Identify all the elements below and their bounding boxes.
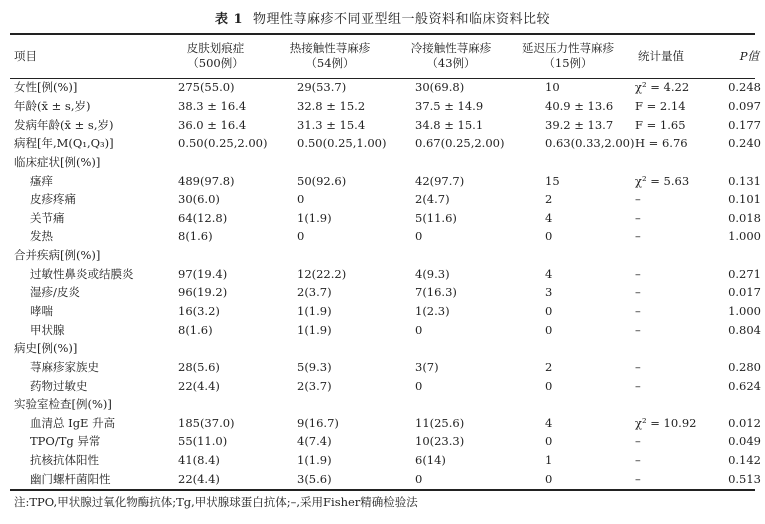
- cell-cold-contact: 2(4.7): [415, 192, 450, 207]
- cell-heat-contact: 0: [297, 229, 305, 244]
- cell-heat-contact: 1(1.9): [297, 322, 332, 337]
- cell-delayed-pressure: [509, 339, 627, 358]
- cell-statistic: F = 2.14: [635, 98, 686, 113]
- cell-cold-contact: 1(2.3): [415, 304, 450, 318]
- row-label: 湿疹/皮炎: [30, 285, 80, 300]
- cell-cold-contact: 30(69.8): [415, 80, 465, 95]
- cell-dermographism: 36.0 ± 16.4: [178, 117, 247, 132]
- row-label: 病史[例(%)]: [14, 341, 78, 356]
- cell-dermographism: 97(19.4): [178, 266, 228, 281]
- cell-delayed-pressure: 3: [545, 285, 553, 300]
- cell-p-value: [695, 246, 765, 265]
- cell-cold-contact: 5(11.6): [415, 210, 457, 225]
- cell-dermographism: [164, 246, 267, 265]
- cell-delayed-pressure: 2: [545, 192, 553, 207]
- table-number: 表 1: [214, 12, 244, 27]
- cell-heat-contact: 1(1.9): [297, 210, 332, 225]
- cell-heat-contact: 1(1.9): [297, 453, 332, 468]
- cell-delayed-pressure: 4: [545, 266, 553, 281]
- cell-delayed-pressure: 4: [545, 210, 553, 225]
- header-p-value: P值: [739, 48, 759, 63]
- table-row: [10, 246, 765, 265]
- cell-dermographism: 64(12.8): [178, 210, 228, 225]
- cell-statistic: –: [635, 229, 641, 244]
- cell-delayed-pressure: 0: [545, 471, 553, 486]
- cell-p-value: 0.271: [728, 266, 761, 281]
- row-label: 发热: [30, 229, 53, 244]
- cell-statistic: –: [635, 453, 641, 468]
- cell-p-value: 0.101: [728, 192, 761, 207]
- cell-heat-contact: 29(53.7): [297, 80, 347, 95]
- cell-p-value: 1.000: [728, 229, 761, 244]
- cell-heat-contact: [267, 395, 393, 414]
- table-row: [10, 264, 765, 283]
- cell-p-value: 0.131: [728, 173, 761, 188]
- cell-p-value: 0.017: [728, 285, 761, 300]
- cell-p-value: [695, 153, 765, 172]
- cell-statistic: –: [635, 322, 641, 337]
- table-row: [10, 190, 765, 209]
- cell-p-value: 1.000: [728, 304, 761, 318]
- cell-cold-contact: [393, 153, 509, 172]
- cell-delayed-pressure: 0: [545, 378, 553, 393]
- cell-delayed-pressure: [509, 246, 627, 265]
- row-label: 药物过敏史: [30, 378, 88, 393]
- cell-statistic: –: [635, 304, 641, 318]
- cell-statistic: χ² = 10.92: [635, 415, 697, 430]
- cell-cold-contact: 34.8 ± 15.1: [415, 117, 484, 132]
- cell-heat-contact: 3(5.6): [297, 471, 332, 486]
- cell-cold-contact: 11(25.6): [415, 415, 465, 430]
- cell-heat-contact: 5(9.3): [297, 359, 332, 374]
- row-label: 哮喘: [30, 304, 53, 318]
- cell-delayed-pressure: [509, 395, 627, 414]
- header-statistic: 统计量值: [638, 48, 684, 63]
- table-caption: 物理性荨麻疹不同亚型组一般资料和临床资料比较: [253, 12, 551, 27]
- cell-heat-contact: 31.3 ± 15.4: [297, 117, 366, 132]
- data-table: [10, 34, 765, 488]
- header-dermographism: 皮肤划痕症 （500例）: [186, 41, 245, 70]
- cell-cold-contact: 3(7): [415, 359, 439, 374]
- table-row: [10, 283, 765, 302]
- table-row: [10, 227, 765, 246]
- table-row: [10, 432, 765, 451]
- cell-p-value: 0.097: [728, 98, 761, 113]
- cell-dermographism: 8(1.6): [178, 322, 213, 337]
- cell-cold-contact: 0: [415, 322, 423, 337]
- cell-p-value: 0.049: [728, 434, 761, 449]
- cell-delayed-pressure: 40.9 ± 13.6: [545, 98, 614, 113]
- cell-statistic: [627, 339, 695, 358]
- cell-dermographism: 55(11.0): [178, 434, 228, 449]
- cell-statistic: χ² = 4.22: [635, 80, 690, 95]
- bottom-rule: [10, 489, 755, 491]
- cell-statistic: [627, 395, 695, 414]
- cell-heat-contact: 1(1.9): [297, 304, 332, 318]
- row-label: 瘙痒: [30, 173, 53, 188]
- row-label: 抗核抗体阳性: [30, 453, 99, 468]
- cell-statistic: [627, 246, 695, 265]
- cell-heat-contact: 4(7.4): [297, 434, 332, 449]
- cell-heat-contact: 0: [297, 192, 305, 207]
- cell-statistic: –: [635, 359, 641, 374]
- table-row: [10, 339, 765, 358]
- cell-dermographism: 30(6.0): [178, 192, 220, 207]
- cell-p-value: 0.240: [728, 136, 761, 151]
- table-row: [10, 115, 765, 134]
- cell-delayed-pressure: 10: [545, 80, 560, 95]
- cell-dermographism: [164, 153, 267, 172]
- cell-statistic: [627, 153, 695, 172]
- row-label: 临床症状[例(%)]: [14, 154, 101, 169]
- cell-statistic: –: [635, 434, 641, 449]
- cell-delayed-pressure: 0: [545, 304, 553, 318]
- cell-delayed-pressure: 2: [545, 359, 553, 374]
- table-row: [10, 469, 765, 488]
- table-row: [10, 134, 765, 153]
- cell-cold-contact: 0: [415, 229, 423, 244]
- cell-cold-contact: 6(14): [415, 453, 446, 468]
- cell-dermographism: [164, 339, 267, 358]
- cell-heat-contact: 0.50(0.25,1.00): [297, 136, 387, 151]
- cell-p-value: 0.177: [728, 117, 761, 132]
- cell-heat-contact: [267, 153, 393, 172]
- header-heat-contact: 热接触性荨麻疹 （54例）: [289, 41, 371, 70]
- row-label: 实验室检查[例(%)]: [14, 397, 112, 412]
- row-label: 甲状腺: [30, 322, 65, 337]
- row-label: 女性[例(%)]: [14, 80, 78, 95]
- cell-delayed-pressure: 0.63(0.33,2.00): [545, 136, 635, 151]
- cell-dermographism: [164, 395, 267, 414]
- cell-p-value: 0.513: [728, 471, 761, 486]
- cell-heat-contact: 9(16.7): [297, 415, 339, 430]
- cell-delayed-pressure: 0: [545, 229, 553, 244]
- cell-p-value: 0.804: [728, 322, 761, 337]
- cell-dermographism: 41(8.4): [178, 453, 220, 468]
- cell-dermographism: 16(3.2): [178, 304, 220, 318]
- cell-heat-contact: 32.8 ± 15.2: [297, 98, 366, 113]
- cell-delayed-pressure: 0: [545, 322, 553, 337]
- header-item: 项目: [14, 48, 37, 63]
- cell-dermographism: 489(97.8): [178, 173, 235, 188]
- row-label: 发病年龄(x̄ ± s,岁): [14, 117, 114, 132]
- cell-cold-contact: 10(23.3): [415, 434, 465, 449]
- row-label: 血清总 IgE 升高: [30, 415, 116, 430]
- cell-heat-contact: 12(22.2): [297, 266, 347, 281]
- cell-statistic: –: [635, 471, 641, 486]
- table-row: [10, 78, 765, 97]
- table-row: [10, 320, 765, 339]
- header-delayed-pressure: 延迟压力性荨麻疹 （15例）: [522, 41, 614, 70]
- row-label: 关节痛: [30, 210, 65, 225]
- cell-statistic: χ² = 5.63: [635, 173, 690, 188]
- cell-dermographism: 28(5.6): [178, 359, 220, 374]
- cell-statistic: F = 1.65: [635, 117, 686, 132]
- cell-cold-contact: 4(9.3): [415, 266, 450, 281]
- cell-dermographism: 275(55.0): [178, 80, 235, 95]
- cell-statistic: H = 6.76: [635, 136, 688, 151]
- cell-delayed-pressure: [509, 153, 627, 172]
- row-label: 荨麻疹家族史: [30, 359, 99, 374]
- row-label: 合并疾病[例(%)]: [14, 248, 101, 263]
- table-body: [10, 78, 765, 488]
- cell-cold-contact: [393, 339, 509, 358]
- cell-dermographism: 22(4.4): [178, 471, 220, 486]
- cell-cold-contact: [393, 395, 509, 414]
- table-row: [10, 153, 765, 172]
- cell-heat-contact: 50(92.6): [297, 173, 347, 188]
- cell-cold-contact: 0.67(0.25,2.00): [415, 136, 505, 151]
- table-row: [10, 414, 765, 433]
- cell-delayed-pressure: 1: [545, 453, 553, 468]
- cell-heat-contact: 2(3.7): [297, 285, 332, 300]
- cell-heat-contact: [267, 339, 393, 358]
- table-row: [10, 302, 765, 321]
- cell-cold-contact: [393, 246, 509, 265]
- cell-cold-contact: 42(97.7): [415, 173, 465, 188]
- cell-statistic: –: [635, 266, 641, 281]
- cell-cold-contact: 37.5 ± 14.9: [415, 98, 484, 113]
- table-row: [10, 358, 765, 377]
- cell-statistic: –: [635, 378, 641, 393]
- row-label: 过敏性鼻炎或结膜炎: [30, 266, 134, 281]
- cell-dermographism: 185(37.0): [178, 415, 235, 430]
- cell-p-value: 0.142: [728, 453, 761, 468]
- cell-dermographism: 96(19.2): [178, 285, 228, 300]
- cell-dermographism: 38.3 ± 16.4: [178, 98, 247, 113]
- cell-p-value: 0.248: [728, 80, 761, 95]
- table-title: [0, 8, 765, 27]
- table-row: [10, 451, 765, 470]
- cell-cold-contact: 0: [415, 378, 423, 393]
- header-cold-contact: 冷接触性荨麻疹 （43例）: [410, 41, 492, 70]
- row-label: 病程[年,M(Q₁,Q₃)]: [14, 136, 114, 151]
- cell-statistic: –: [635, 210, 641, 225]
- cell-statistic: –: [635, 285, 641, 300]
- cell-heat-contact: 2(3.7): [297, 378, 332, 393]
- table-row: [10, 171, 765, 190]
- cell-dermographism: 0.50(0.25,2.00): [178, 136, 268, 151]
- header-row: [10, 34, 765, 78]
- row-label: TPO/Tg 异常: [30, 434, 101, 449]
- table-row: [10, 208, 765, 227]
- cell-dermographism: 8(1.6): [178, 229, 213, 244]
- table-row: [10, 376, 765, 395]
- cell-heat-contact: [267, 246, 393, 265]
- table-row: [10, 97, 765, 116]
- cell-dermographism: 22(4.4): [178, 378, 220, 393]
- cell-p-value: 0.018: [728, 210, 761, 225]
- cell-p-value: [695, 395, 765, 414]
- cell-delayed-pressure: 15: [545, 173, 560, 188]
- cell-delayed-pressure: 0: [545, 434, 553, 449]
- cell-cold-contact: 7(16.3): [415, 285, 457, 300]
- cell-p-value: 0.280: [728, 359, 761, 374]
- cell-delayed-pressure: 4: [545, 415, 553, 430]
- cell-statistic: –: [635, 192, 641, 207]
- row-label: 皮疹疼痛: [30, 192, 76, 207]
- table-row: [10, 395, 765, 414]
- cell-p-value: [695, 339, 765, 358]
- cell-cold-contact: 0: [415, 471, 423, 486]
- cell-p-value: 0.012: [728, 415, 761, 430]
- row-label: 幽门螺杆菌阳性: [30, 471, 111, 486]
- row-label: 年龄(x̄ ± s,岁): [14, 98, 91, 113]
- cell-p-value: 0.624: [728, 378, 761, 393]
- cell-delayed-pressure: 39.2 ± 13.7: [545, 117, 614, 132]
- table-note: 注:TPO,甲状腺过氧化物酶抗体;Tg,甲状腺球蛋白抗体;–,采用Fisher精确检验法: [14, 495, 418, 509]
